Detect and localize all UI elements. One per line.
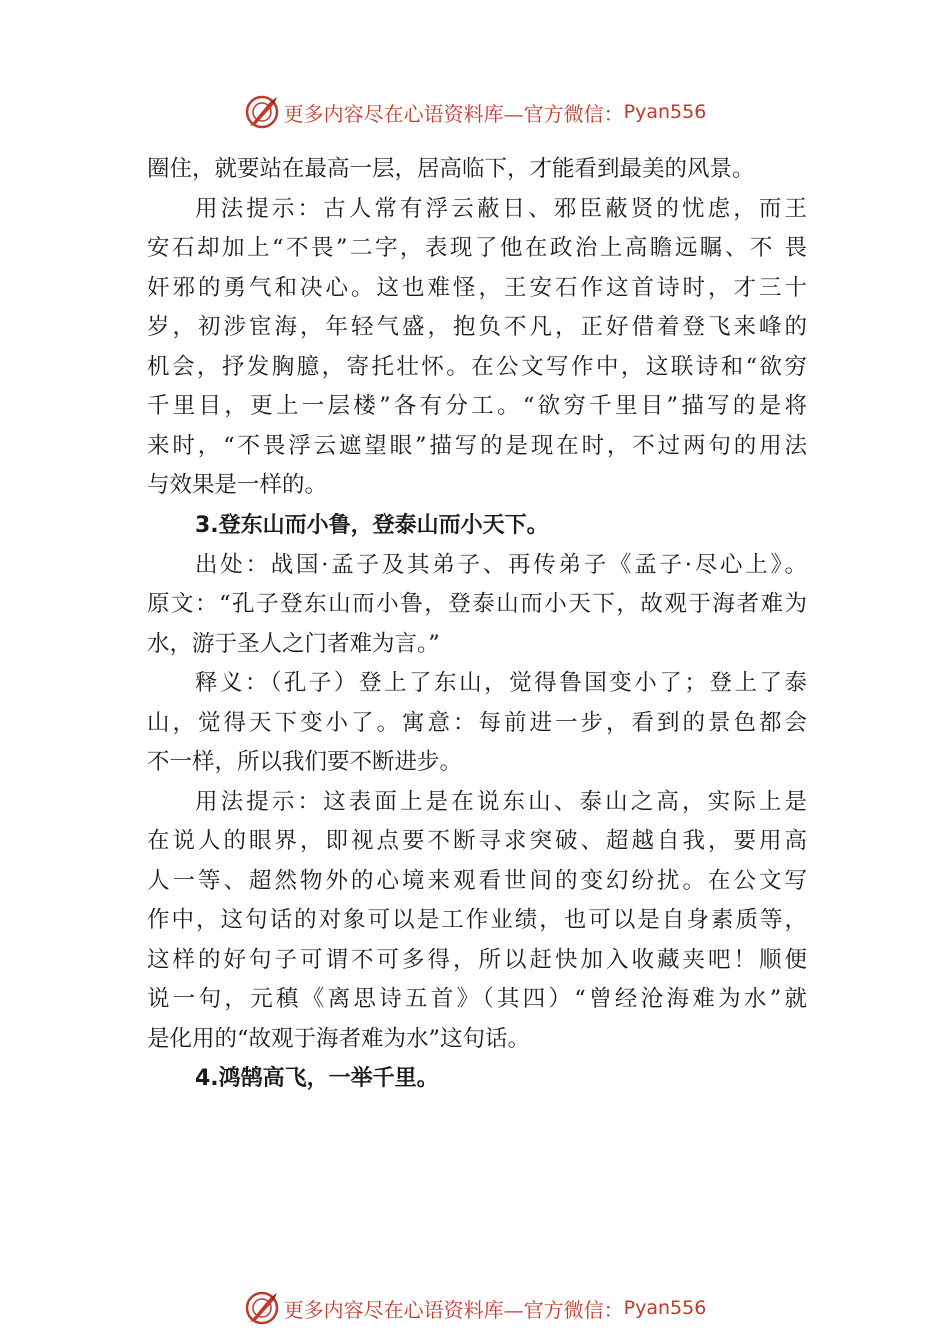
paragraph-line: 释义：（孔子）登上了东山，觉得鲁国变小了；登上了泰 — [195, 670, 807, 696]
paragraph-line: 这样的好句子可谓不可多得，所以赶快加入收藏夹吧！顺便 — [147, 946, 807, 973]
document-body — [147, 150, 807, 1099]
section-heading: 4.鸿鹄高飞，一举千里。 — [195, 1066, 439, 1091]
paragraph-line: 说一句，元稹《离思诗五首》（其四）“曾经沧海难为水”就 — [147, 986, 807, 1012]
banner-wechat-id: Pyan556 — [623, 1297, 707, 1319]
paragraph-line: 安石却加上“不畏”二字，表现了他在政治上高瞻远瞩、不 畏 — [147, 235, 807, 261]
paragraph-line: 千里目，更上一层楼”各有分工。“欲穷千里目”描写的是将 — [147, 393, 807, 419]
paragraph-line: 来时，“不畏浮云遮望眼”描写的是现在时，不过两句的用法 — [147, 432, 807, 459]
section-heading: 3.登东山而小鲁，登泰山而小天下。 — [195, 512, 549, 538]
paragraph-line: 用法提示：古人常有浮云蔽日、邪臣蔽贤的忧虑，而王 — [195, 195, 807, 222]
paragraph-line: 圈住，就要站在最高一层，居高临下，才能看到最美的风景。 — [147, 156, 755, 182]
footer-banner — [0, 1288, 950, 1328]
paragraph-line: 用法提示：这表面上是在说东山、泰山之高，实际上是 — [195, 788, 807, 815]
paragraph-line: 奸邪的勇气和决心。这也难怪，王安石作这首诗时，才三十 — [147, 274, 807, 301]
paragraph-line: 人一等、超然物外的心境来观看世间的变幻纷扰。在公文写 — [147, 867, 807, 894]
paragraph-line: 原文：“孔子登东山而小鲁，登泰山而小天下，故观于海者难为 — [147, 591, 807, 617]
banner-wechat-id: Pyan556 — [623, 101, 707, 123]
quill-logo-icon — [244, 1290, 280, 1326]
paragraph-line: 作中，这句话的对象可以是工作业绩，也可以是自身素质等， — [147, 907, 807, 933]
paragraph-line: 岁，初涉宦海，年轻气盛，抱负不凡，正好借着登飞来峰的 — [147, 314, 807, 340]
banner-text: 更多内容尽在心语资料库—官方微信： — [283, 101, 624, 126]
banner-text: 更多内容尽在心语资料库—官方微信： — [283, 1297, 624, 1322]
header-banner — [0, 92, 950, 132]
paragraph-line: 是化用的“故观于海者难为水”这句话。 — [147, 1025, 531, 1052]
paragraph-line: 在说人的眼界，即视点要不断寻求突破、超越自我，要用高 — [147, 828, 807, 854]
paragraph-line: 出处：战国·孟子及其弟子、再传弟子《孟子·尽心上》。 — [195, 551, 807, 578]
paragraph-line: 与效果是一样的。 — [147, 472, 328, 498]
paragraph-line: 山，觉得天下变小了。寓意：每前进一步，看到的景色都会 — [147, 709, 807, 736]
paragraph-line: 不一样，所以我们要不断进步。 — [147, 749, 463, 775]
paragraph-line: 机会，抒发胸臆，寄托壮怀。在公文写作中，这联诗和“欲穷 — [147, 353, 807, 380]
paragraph-line: 水，游于圣人之门者难为言。” — [147, 630, 440, 657]
quill-logo-icon — [244, 94, 280, 130]
